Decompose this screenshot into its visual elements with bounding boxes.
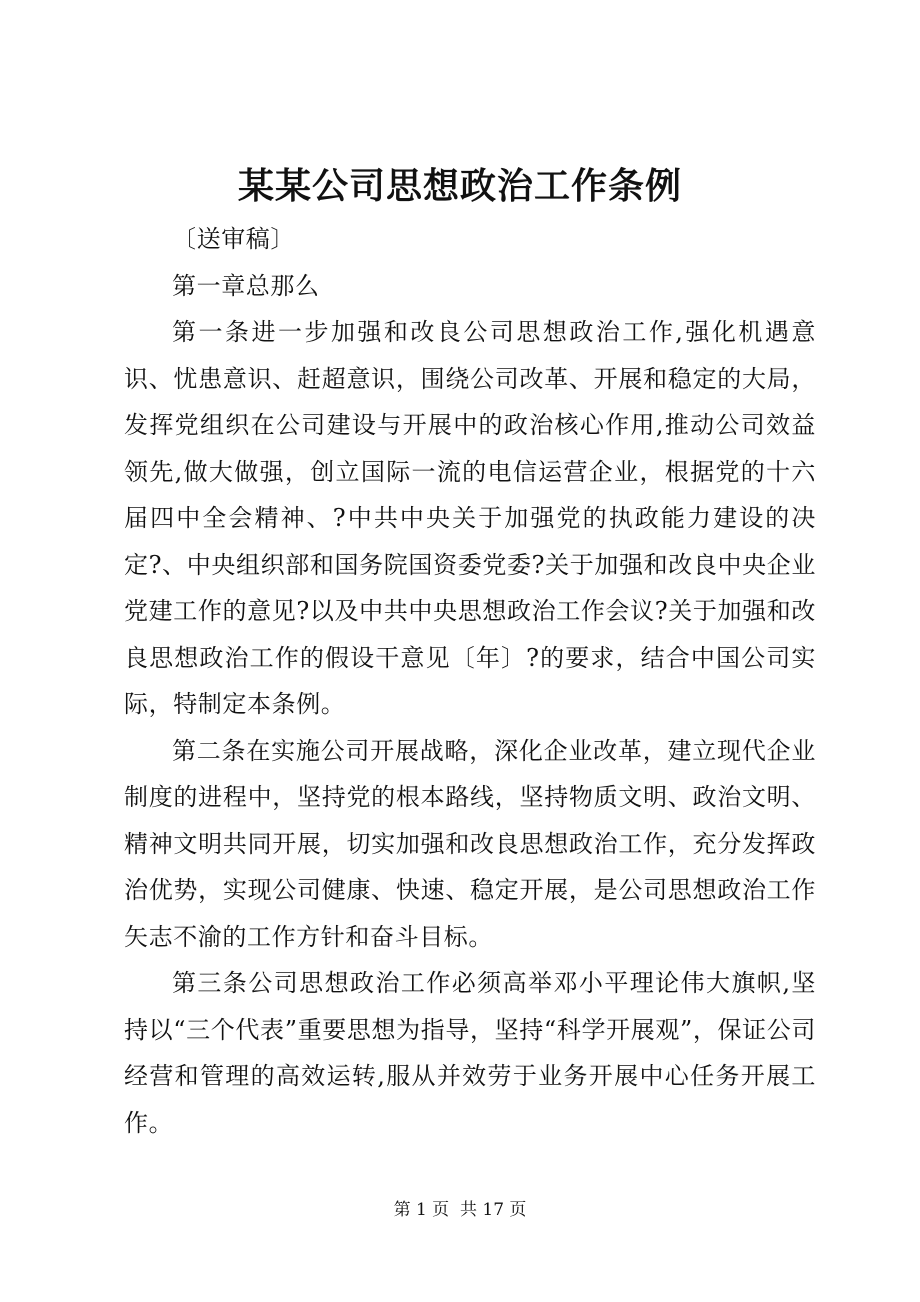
article-2-paragraph: 第二条在实施公司开展战略，深化企业改革，建立现代企业制度的进程中，坚持党的根本路线，坚持物质文明、政治文明、精神文明共同开展，切实加强和改良思想政治工作，充分发挥政治优势，实现公司健康、快速、稳定开展，是公司思想政治工作矢志不渝的工作方针和奋斗目标。 — [124, 736, 816, 951]
chapter-heading: 第一章总那么 — [172, 271, 320, 300]
page-number-label: 第 1 页 共 17 页 — [393, 1200, 527, 1220]
article-3-paragraph: 第三条公司思想政治工作必须高举邓小平理论伟大旗帜,坚持以“三个代表”重要思想为指导，坚持“科学开展观”，保证公司经营和管理的高效运转,服从并效劳于业务开展中心任务开展工作。 — [124, 969, 816, 1137]
article-1-paragraph: 第一条进一步加强和改良公司思想政治工作,强化机遇意识、忧患意识、赶超意识，围绕公司改革、开展和稳定的大局，发挥党组织在公司建设与开展中的政治核心作用,推动公司效益领先,做大做强，创立国际一流的电信运营企业，根据党的十六届四中全会精神、?中共中央关于加强党的执政能力建设的决定?、中央组织部和国务院国资委党委?关于加强和改良中央企业党建工作的意见?以及中共中央思想政治工作会议?关于加强和改良思想政治工作的假设干意见〔年〕?的要求，结合中国公司实际，特制定本条例。 — [124, 318, 816, 718]
document-body — [124, 216, 816, 1146]
document-title: 某某公司思想政治工作条例 — [237, 165, 682, 207]
draft-note: 〔送审稿〕 — [172, 225, 295, 253]
page-footer — [0, 1198, 920, 1222]
